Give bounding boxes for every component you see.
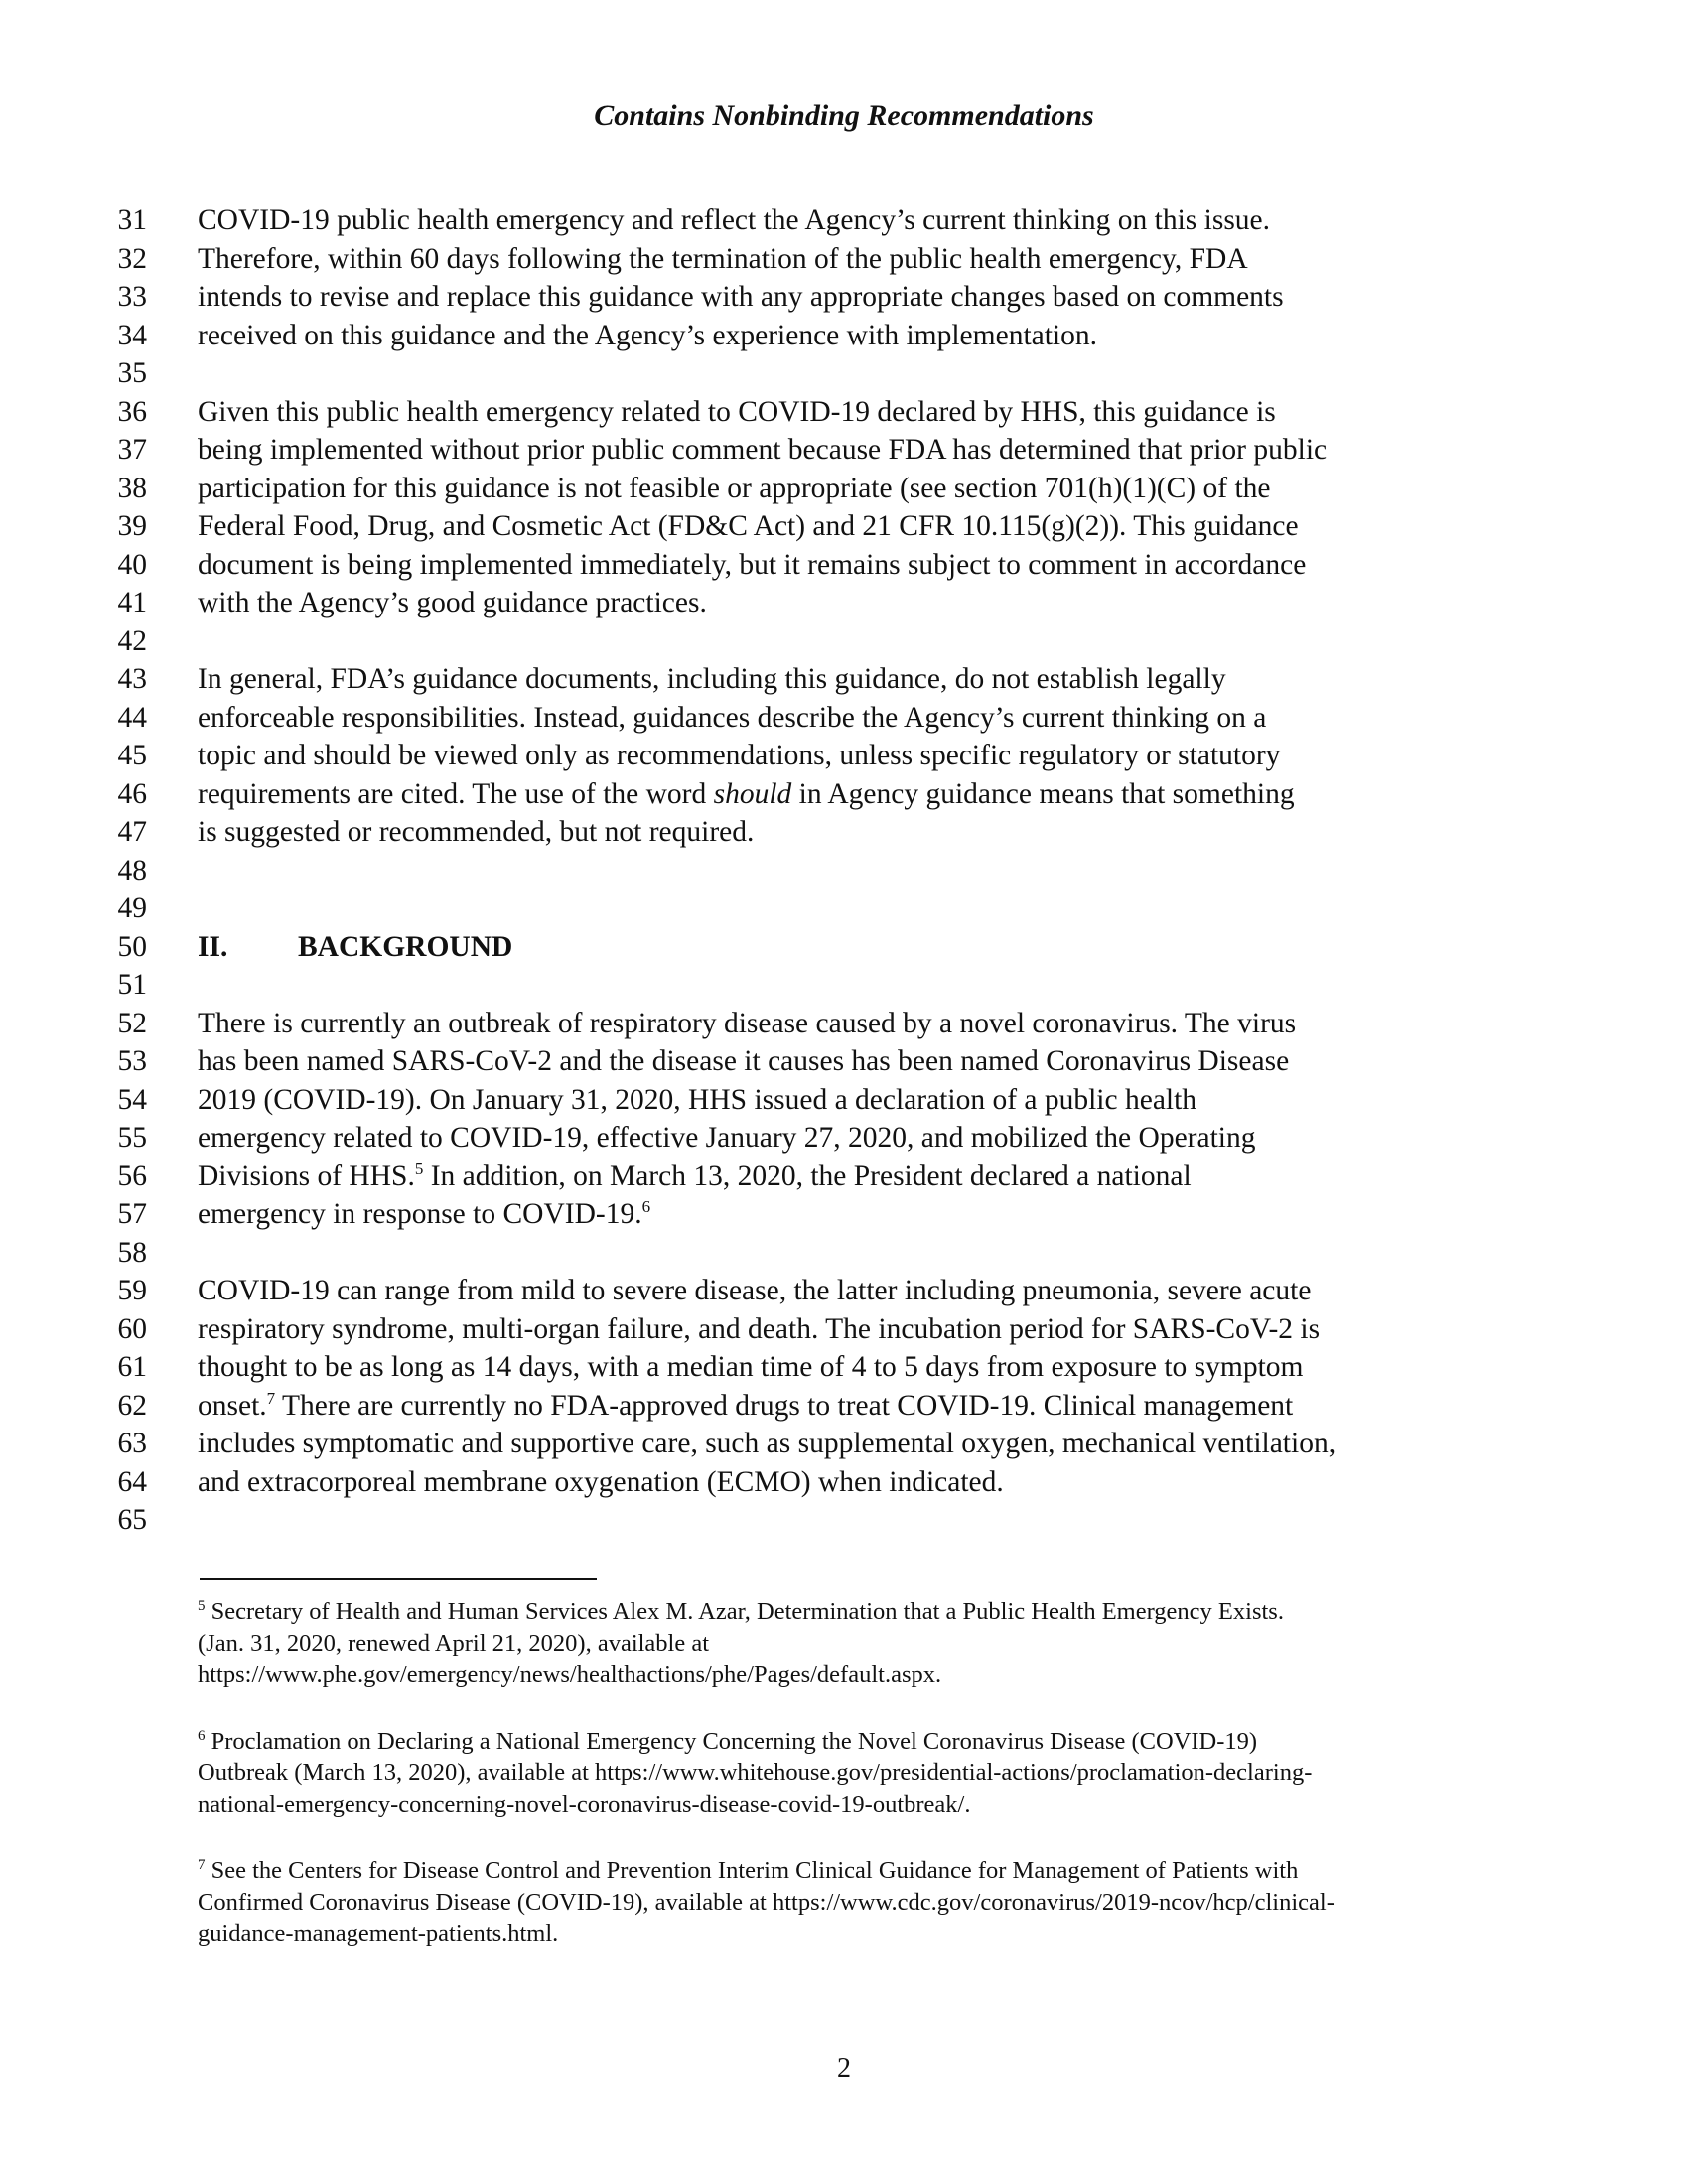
section-heading	[198, 928, 1528, 967]
page-number: 2	[837, 2053, 851, 2084]
text-segment: onset.	[198, 1389, 267, 1422]
document-line	[0, 1042, 1688, 1081]
line-number: 62	[117, 1389, 147, 1422]
footnote-line: https://www.phe.gov/emergency/news/healthactions/phe/Pages/default.aspx.	[198, 1661, 942, 1688]
document-line	[0, 202, 1688, 240]
line-text: 2019 (COVID-19). On January 31, 2020, HHS issued a declaration of a public health	[198, 1083, 1197, 1116]
line-number: 52	[117, 1007, 147, 1039]
document-line	[0, 699, 1688, 738]
document-line	[0, 1005, 1688, 1043]
line-text: emergency related to COVID-19, effective January 27, 2020, and mobilized the Operating	[198, 1122, 1256, 1154]
footnote	[198, 1596, 1528, 1691]
line-number: 54	[117, 1083, 147, 1116]
document-line	[0, 1463, 1688, 1502]
line-text: being implemented without prior public comment because FDA has determined that prior public	[198, 434, 1328, 466]
page-header: Contains Nonbinding Recommendations	[594, 99, 1094, 132]
line-text: document is being implemented immediately, but it remains subject to comment in accordance	[198, 548, 1307, 581]
line-number: 42	[117, 624, 147, 657]
line-text: respiratory syndrome, multi-organ failure, and death. The incubation period for SARS-CoV-2 is	[198, 1312, 1321, 1345]
line-number: 38	[117, 472, 147, 504]
line-number: 65	[117, 1504, 147, 1536]
document-line	[0, 470, 1688, 508]
line-text	[198, 775, 1528, 814]
text-segment: Divisions of HHS.	[198, 1160, 415, 1192]
line-number: 57	[117, 1198, 147, 1230]
footnote-line	[198, 1596, 1528, 1628]
document-line	[0, 889, 1688, 928]
footnote-line: guidance-management-patients.html.	[198, 1920, 559, 1947]
document-line	[0, 737, 1688, 775]
footnote	[198, 1855, 1528, 1950]
line-text: In general, FDA’s guidance documents, including this guidance, do not establish legally	[198, 663, 1226, 695]
document-line	[0, 584, 1688, 622]
line-number: 45	[117, 740, 147, 771]
line-text: Therefore, within 60 days following the termination of the public health emergency, FDA	[198, 242, 1248, 275]
section-heading-number: II.	[198, 930, 228, 963]
line-number: 37	[117, 434, 147, 466]
footnote-line: Outbreak (March 13, 2020), available at https://www.whitehouse.gov/presidential-actions/proclamation-declaring-	[198, 1759, 1313, 1786]
line-text: received on this guidance and the Agency’s experience with implementation.	[198, 319, 1098, 351]
document-line	[0, 240, 1688, 279]
text-segment: in Agency guidance means that something	[791, 777, 1295, 810]
footnote-reference: 6	[641, 1197, 651, 1217]
footnote-mark: 6	[198, 1727, 206, 1744]
line-text	[198, 1387, 1528, 1426]
line-number: 51	[117, 969, 147, 1001]
document-line	[0, 660, 1688, 699]
line-text: There is currently an outbreak of respiratory disease caused by a novel coronavirus. The virus	[198, 1007, 1297, 1039]
document-line	[0, 928, 1688, 967]
document-line	[0, 507, 1688, 546]
line-text: thought to be as long as 14 days, with a median time of 4 to 5 days from exposure to symptom	[198, 1351, 1304, 1383]
document-line	[0, 1348, 1688, 1387]
line-text: participation for this guidance is not feasible or appropriate (see section 701(h)(1)(C) of the	[198, 472, 1271, 504]
text-segment: In addition, on March 13, 2020, the President declared a national	[423, 1160, 1192, 1192]
footnote-mark: 7	[198, 1856, 206, 1873]
line-text: Federal Food, Drug, and Cosmetic Act (FD&C Act) and 21 CFR 10.115(g)(2)). This guidance	[198, 510, 1299, 542]
line-number: 44	[117, 701, 147, 734]
document-line	[0, 966, 1688, 1005]
line-text: Given this public health emergency related to COVID-19 declared by HHS, this guidance is	[198, 395, 1276, 428]
line-text: enforceable responsibilities. Instead, guidances describe the Agency’s current thinking on a	[198, 701, 1267, 734]
line-number: 63	[117, 1428, 147, 1459]
emphasis-text: should	[713, 777, 792, 810]
line-text	[198, 1195, 1528, 1234]
line-number: 59	[117, 1275, 147, 1306]
line-number: 43	[117, 663, 147, 695]
line-number: 56	[117, 1160, 147, 1192]
line-number: 36	[117, 395, 147, 428]
line-number: 41	[117, 587, 147, 618]
document-line	[0, 431, 1688, 470]
document-line	[0, 393, 1688, 432]
section-heading-title: BACKGROUND	[298, 930, 513, 963]
line-text: topic and should be viewed only as recommendations, unless specific regulatory or statutory	[198, 740, 1281, 771]
document-line	[0, 354, 1688, 393]
footnote-text: Proclamation on Declaring a National Emergency Concerning the Novel Coronavirus Disease (COVID-19)	[205, 1727, 1258, 1755]
document-line	[0, 546, 1688, 585]
line-text: COVID-19 public health emergency and reflect the Agency’s current thinking on this issue.	[198, 205, 1271, 236]
document-line	[0, 1310, 1688, 1349]
line-number: 53	[117, 1045, 147, 1077]
document-line	[0, 813, 1688, 852]
document-line	[0, 622, 1688, 661]
document-line	[0, 1272, 1688, 1310]
document-line	[0, 278, 1688, 317]
line-number: 61	[117, 1351, 147, 1383]
footnote-text: See the Centers for Disease Control and Prevention Interim Clinical Guidance for Management of Patients with	[205, 1857, 1299, 1884]
document-line	[0, 1234, 1688, 1273]
document-line	[0, 1158, 1688, 1196]
footnote-line	[198, 1855, 1528, 1887]
line-text: and extracorporeal membrane oxygenation (ECMO) when indicated.	[198, 1465, 1004, 1498]
line-number: 35	[117, 357, 147, 389]
document-body	[0, 202, 1688, 1540]
line-number: 39	[117, 510, 147, 542]
line-text: intends to revise and replace this guidance with any appropriate changes based on comments	[198, 281, 1284, 313]
text-segment: requirements are cited. The use of the word	[198, 777, 714, 810]
document-line	[0, 317, 1688, 355]
footnote	[198, 1726, 1528, 1821]
line-number: 34	[117, 319, 147, 351]
line-number: 33	[117, 281, 147, 313]
footnote-reference: 7	[266, 1388, 276, 1408]
line-number: 55	[117, 1122, 147, 1154]
document-line	[0, 1119, 1688, 1158]
line-number: 48	[117, 854, 147, 887]
document-line	[0, 775, 1688, 814]
line-text: with the Agency’s good guidance practices.	[198, 587, 707, 618]
line-number: 40	[117, 548, 147, 581]
document-line	[0, 1195, 1688, 1234]
document-line	[0, 1081, 1688, 1120]
footnote-divider	[200, 1578, 597, 1580]
line-text: has been named SARS-CoV-2 and the disease it causes has been named Coronavirus Disease	[198, 1045, 1290, 1077]
line-number: 32	[117, 242, 147, 275]
line-text: is suggested or recommended, but not required.	[198, 816, 755, 848]
line-number: 60	[117, 1312, 147, 1345]
footnote-reference: 5	[414, 1159, 424, 1178]
line-number: 31	[117, 205, 147, 236]
footnote-mark: 5	[198, 1597, 206, 1614]
footnote-line: (Jan. 31, 2020, renewed April 21, 2020), available at	[198, 1629, 710, 1657]
line-number: 50	[117, 930, 147, 963]
line-number: 49	[117, 892, 147, 924]
document-line	[0, 1501, 1688, 1540]
footnote-line: national-emergency-concerning-novel-coronavirus-disease-covid-19-outbreak/.	[198, 1790, 971, 1818]
footnote-text: Secretary of Health and Human Services Alex M. Azar, Determination that a Public Health Emergency Exists.	[205, 1598, 1284, 1625]
line-text	[198, 1158, 1528, 1196]
footnote-line: Confirmed Coronavirus Disease (COVID-19), available at https://www.cdc.gov/coronavirus/2019-ncov/hcp/clinical-	[198, 1888, 1335, 1916]
line-number: 46	[117, 777, 147, 810]
footnote-line	[198, 1726, 1528, 1758]
document-line	[0, 852, 1688, 890]
document-line	[0, 1425, 1688, 1463]
line-number: 64	[117, 1465, 147, 1498]
line-text: includes symptomatic and supportive care, such as supplemental oxygen, mechanical ventilation,	[198, 1428, 1336, 1459]
footnotes-section	[198, 1596, 1528, 1985]
line-number: 47	[117, 816, 147, 848]
document-line	[0, 1387, 1688, 1426]
text-segment: emergency in response to COVID-19.	[198, 1198, 642, 1230]
line-text: COVID-19 can range from mild to severe disease, the latter including pneumonia, severe acute	[198, 1275, 1312, 1306]
text-segment: There are currently no FDA-approved drugs to treat COVID-19. Clinical management	[275, 1389, 1294, 1422]
line-number: 58	[117, 1236, 147, 1269]
